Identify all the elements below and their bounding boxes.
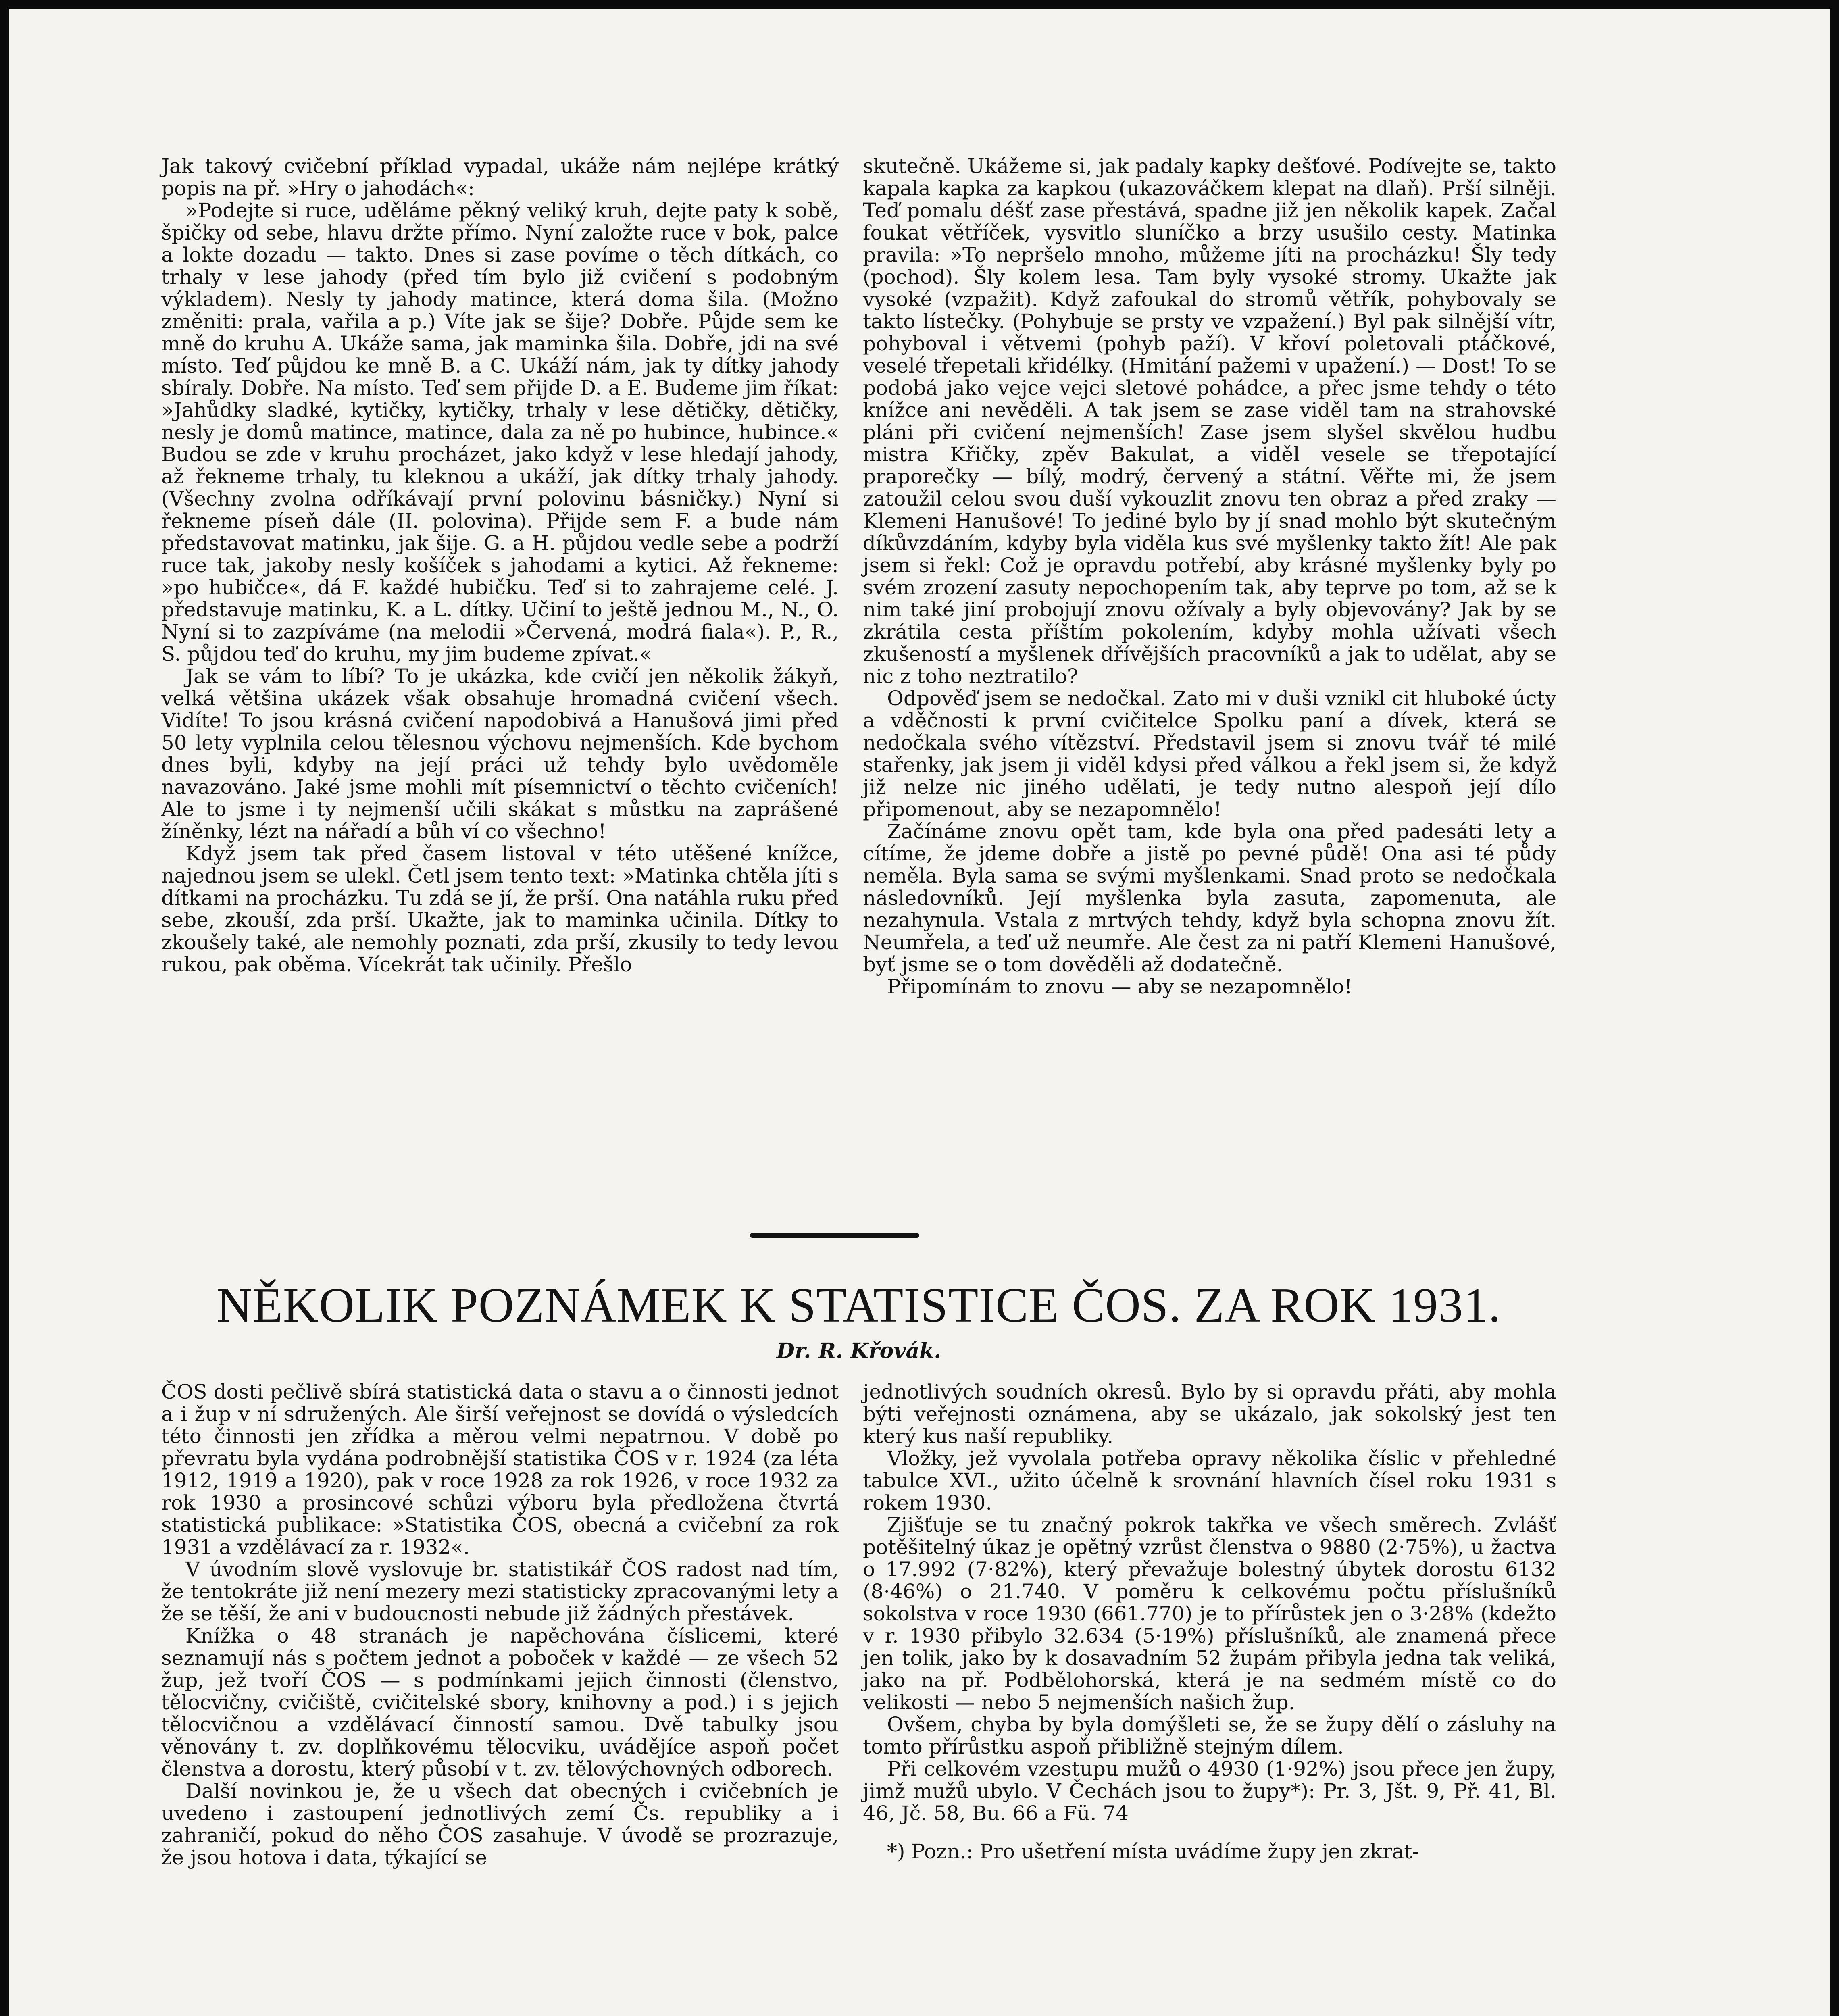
top-article-left-column xyxy=(161,155,839,976)
article-author: Dr. R. Křovák. xyxy=(776,1339,941,1363)
paragraph: Odpověď jsem se nedočkal. Zato mi v duši vznikl cit hluboké úcty a vděčnosti k první cvičitelce Spolku paní a dívek, která se nedočkala svého vítězství. Představil jsem si znovu tvář té milé stařenky, jak jsem ji viděl kdysi před válkou a řekl jsem si, že když již nelze nic jiného udělati, je tedy nutno alespoň její dílo připomenout, aby se nezapomnělo! xyxy=(863,687,1556,821)
paragraph: »Podejte si ruce, uděláme pěkný veliký kruh, dejte paty k sobě, špičky od sebe, hlavu držte přímo. Nyní založte ruce v bok, palce a lokte dozadu — takto. Dnes si zase povíme o těch dítkách, co trhaly v lese jahody (před tím bylo již cvičení s podobným výkladem). Nesly ty jahody matince, která doma šila. (Možno změniti: prala, vařila a p.) Víte jak se šije? Dobře. Půjde sem ke mně do kruhu A. Ukáže sama, jak maminka šila. Dobře, jdi na své místo. Teď půjdou ke mně B. a C. Ukáží nám, jak ty dítky jahody sbíraly. Dobře. Na místo. Teď sem přijde D. a E. Budeme jim říkat: »Jahůdky sladké, kytičky, kytičky, trhaly v lese dětičky, dětičky, nesly je domů matince, matince, dala za ně po hubince, hubince.« Budou se zde v kruhu procházet, jako když v lese hledají jahody, až řekneme trhaly, tu kleknou a ukáží, jak dítky trhaly jahody. (Všechny zvolna odříkávají první polovinu básničky.) Nyní si řekneme píseň dále (II. polovina). Přijde sem F. a bude nám představovat matinku, jak šije. G. a H. půjdou vedle sebe a podrží ruce tak, jakoby nesly košíček s jahodami a kytici. Až řekneme: »po hubičce«, dá F. každé hubičku. Teď si to zahrajeme celé. J. představuje matinku, K. a L. dítky. Učiní to ještě jednou M., N., O. Nyní si to zazpíváme (na melodii »Červená, modrá fiala«). P., R., S. půjdou teď do kruhu, my jim budeme zpívat.« xyxy=(161,199,839,666)
paragraph: Jak takový cvičební příklad vypadal, ukáže nám nejlépe krátký popis na př. »Hry o jahodách«: xyxy=(161,154,839,200)
paragraph: Připomínám to znovu — aby se nezapomnělo! xyxy=(887,975,1352,998)
paragraph: Ovšem, chyba by byla domýšleti se, že se župy dělí o zásluhy na tomto přírůstku aspoň přibližně stejným dílem. xyxy=(863,1713,1556,1758)
paragraph: ČOS dosti pečlivě sbírá statistická data o stavu a o činnosti jednot a i žup v ní sdružených. Ale širší veřejnost se dovídá o výsledcích této činnosti jen zřídka a měrou velmi nepatrnou. V době po převratu byla vydána podrobnější statistika ČOS v r. 1924 (za léta 1912, 1919 a 1920), pak v roce 1928 za rok 1926, v roce 1932 za rok 1930 a prosincové schůzi výboru byla předložena čtvrtá statistická publikace: »Statistika ČOS, obecná a cvičební za rok 1931 a vzdělávací za r. 1932«. xyxy=(161,1380,839,1559)
paragraph: jednotlivých soudních okresů. Bylo by si opravdu přáti, aby mohla býti veřejnosti oznámena, aby se ukázalo, jak sokolský jest ten který kus naší republiky. xyxy=(863,1380,1556,1448)
paragraph: skutečně. Ukážeme si, jak padaly kapky dešťové. Podívejte se, takto kapala kapka za kapkou (ukazováčkem klepat na dlaň). Prší silněji. Teď pomalu déšť zase přestává, spadne již jen několik kapek. Začal foukat větříček, vysvitlo sluníčko a brzy usušilo cesty. Matinka pravila: »To nepršelo mnoho, můžeme jíti na procházku! Šly tedy (pochod). Šly kolem lesa. Tam byly vysoké stromy. Ukažte jak vysoké (vzpažit). Když zafoukal do stromů větřík, pohybovaly se takto lístečky. (Pohybuje se prsty ve vzpažení.) Byl pak silnější vítr, pohyboval i větvemi (pohyb paží). V křoví poletovali ptáčkové, veselé třepetali křidélky. (Hmitání pažemi v upažení.) — Dost! To se podobá jako vejce vejci sletové pohádce, a přec jsme tehdy o této knížce ani nevěděli. A tak jsem se zase viděl tam na strahovské pláni při cvičení nejmenších! Zase jsem slyšel skvělou hudbu mistra Křičky, zpěv Bakulat, a viděl vesele se třepotající praporečky — bílý, modrý, červený a státní. Věřte mi, že jsem zatoužil celou svou duší vykouzlit znovu ten obraz a před zraky — Klemeni Hanušové! To jediné bylo by jí snad mohlo být skutečným díkůvzdáním, kdyby byla viděla kus své myšlenky takto žít! Ale pak jsem si řekl: Což je opravdu potřebí, aby krásné myšlenky byly po svém zrození zasuty nepochopením tak, aby teprve po tom, až se k nim také jiní probojují znovu ožívaly a byly objevovány? Jak by se zkrátila cesta příštím pokolením, kdyby mohla užívati všech zkušeností a myšlenek dřívějších pracovníků a jak to udělat, aby se nic z toho neztratilo? xyxy=(863,154,1556,688)
paragraph: Zjišťuje se tu značný pokrok takřka ve všech směrech. Zvlášť potěšitelný úkaz je opětný vzrůst členstva o 9880 (2·75%), u žactva o 17.992 (7·82%), který převažuje bolestný úbytek dorostu 6132 (8·46%) o 21.740. V poměru k celkovému počtu příslušníků sokolstva v roce 1930 (661.770) je to přírůstek jen o 3·28% (kdežto v r. 1930 přibylo 32.634 (5·19%) příslušníků, ale znamená přece jen tolik, jako by k dosavadním 52 župám přibyla jedna tak veliká, jako na př. Podbělohorská, která je na sedmém místě co do velikosti — nebo 5 nejmenších našich žup. xyxy=(863,1513,1556,1714)
paragraph: Při celkovém vzestupu mužů o 4930 (1·92%) jsou přece jen župy, jimž mužů ubylo. V Čechách jsou to župy*): Pr. 3, Jšt. 9, Př. 41, Bl. 46, Jč. 58, Bu. 66 a Fü. 74 xyxy=(863,1757,1556,1825)
article-title: NĚKOLIK POZNÁMEK K STATISTICE ČOS. ZA ROK 1931. xyxy=(217,1278,1501,1333)
paragraph: Vložky, jež vyvolala potřeba opravy několika číslic v přehledné tabulce XVI., užito účelně k srovnání hlavních čísel roku 1931 s rokem 1930. xyxy=(863,1447,1556,1514)
paragraph: Začínáme znovu opět tam, kde byla ona před padesáti lety a cítíme, že jdeme dobře a jistě po pevné půdě! Ona asi té půdy neměla. Byla sama se svými myšlenkami. Snad proto se nedočkala následovníků. Její myšlenka byla zasuta, zapomenuta, ale nezahynula. Vstala z mrtvých tehdy, když byla schopna znovu žít. Neumřela, a teď už neumře. Ale čest za ni patří Klemeni Hanušové, byť jsme se o tom dověděli až dodatečně. xyxy=(863,820,1556,976)
article-right-column xyxy=(863,1381,1556,1863)
section-divider xyxy=(750,1233,919,1238)
paragraph: Další novinkou je, že u všech dat obecných i cvičebních je uvedeno i zastoupení jednotlivých zemí Čs. republiky a i zahraničí, pokud do něho ČOS zasahuje. V úvodě se prozrazuje, že jsou hotova i data, týkající se xyxy=(161,1779,839,1869)
paragraph: Knížka o 48 stranách je napěchována číslicemi, které seznamují nás s počtem jednot a poboček v každé — ze všech 52 žup, jež tvoří ČOS — s podmínkami jejich činnosti (členstvo, tělocvičny, cvičiště, cvičitelské sbory, knihovny a pod.) i s jejich tělocvičnou a vzdělávací činností samou. Dvě tabulky jsou věnovány t. zv. doplňkovému tělocviku, uvádějíce aspoň počet členstva a dorostu, který působí v t. zv. tělovýchovných odborech. xyxy=(161,1624,839,1781)
article-left-column xyxy=(161,1381,839,1869)
paragraph: V úvodním slově vyslovuje br. statistikář ČOS radost nad tím, že tentokráte již není mezery mezi statisticky zpracovanými lety a že se těší, že ani v budoucnosti nebude již žádných přestávek. xyxy=(161,1558,839,1625)
paragraph: Jak se vám to líbí? To je ukázka, kde cvičí jen několik žákyň, velká většina ukázek však obsahuje hromadná cvičení všech. Vidíte! To jsou krásná cvičení napodobivá a Hanušová jimi před 50 lety vyplnila celou tělesnou výchovu nejmenších. Kde bychom dnes byli, kdyby na její práci už tehdy bylo uvědoměle navazováno. Jaké jsme mohli mít písemnictví o těchto cvičeních! Ale to jsme i ty nejmenší učili skákat s můstku na zaprášené žíněnky, lézt na nářadí a bůh ví co všechno! xyxy=(161,664,839,843)
paragraph: Když jsem tak před časem listoval v této utěšené knížce, najednou jsem se ulekl. Četl jsem tento text: »Matinka chtěla jíti s dítkami na procházku. Tu zdá se jí, že prší. Ona natáhla ruku před sebe, zkouší, zda prší. Ukažte, jak to maminka učinila. Dítky to zkoušely také, ale nemohly poznati, zda prší, zkusily to tedy levou rukou, pak oběma. Vícekrát tak učinily. Přešlo xyxy=(161,842,839,976)
footnote: *) Pozn.: Pro ušetření místa uvádíme župy jen zkrat- xyxy=(887,1840,1419,1863)
top-article-right-column xyxy=(863,155,1556,998)
